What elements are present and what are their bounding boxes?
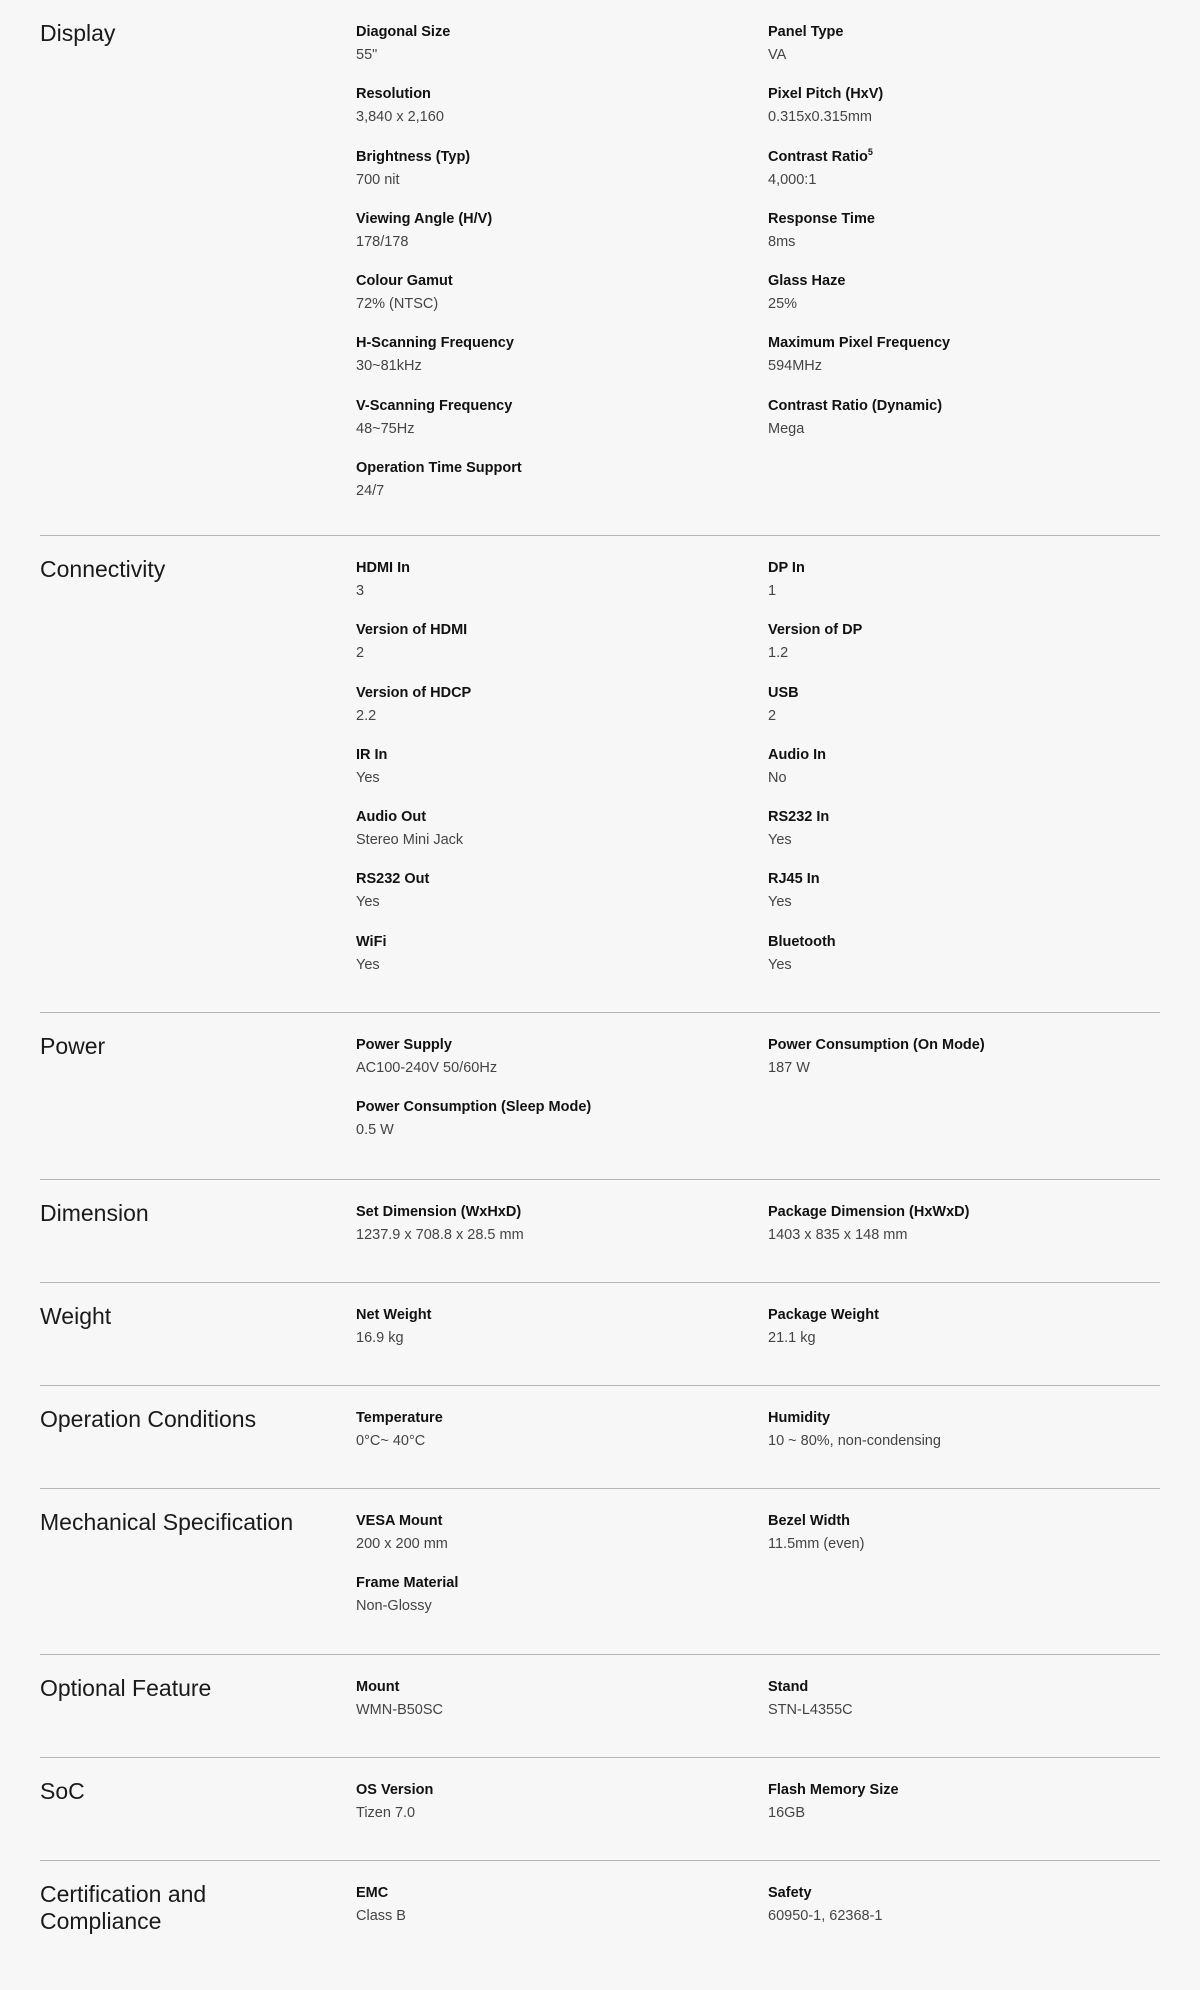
spec-label [356, 148, 768, 167]
spec-label-text: RS232 Out [356, 871, 430, 888]
spec-value: Yes [768, 832, 792, 849]
spec-label [356, 746, 768, 765]
spec-item [768, 397, 1156, 459]
spec-grid-connectivity [356, 559, 1156, 995]
spec-item [768, 1409, 1156, 1471]
spec-item [356, 933, 768, 995]
spec-label [768, 1203, 1156, 1222]
section-weight [40, 1283, 1160, 1386]
spec-value: 55" [356, 47, 378, 63]
spec-label [356, 1574, 768, 1593]
spec-label [768, 85, 1156, 104]
spec-label-text: USB [768, 684, 799, 701]
section-title-power: Power [40, 1033, 106, 1059]
spec-label-text: Glass Haze [768, 273, 846, 290]
spec-item [356, 684, 768, 746]
spec-item [356, 397, 768, 459]
spec-item [768, 23, 1156, 85]
spec-item [768, 334, 1156, 396]
spec-item [356, 1781, 768, 1843]
spec-label-text: Version of DP [768, 622, 863, 639]
spec-value: 0°C~ 40°C [356, 1433, 426, 1449]
spec-value: Non-Glossy [356, 1598, 432, 1615]
spec-label [356, 1036, 768, 1055]
section-title-mechanical-specification: Mechanical Specification [40, 1509, 294, 1535]
spec-item [356, 1036, 768, 1098]
spec-value: 60950-1, 62368-1 [768, 1908, 883, 1924]
spec-grid-soc [356, 1781, 1156, 1843]
spec-item [768, 933, 1156, 995]
spec-label [356, 1098, 768, 1117]
spec-label [768, 1678, 1156, 1697]
spec-label-text: Maximum Pixel Frequency [768, 335, 951, 352]
spec-item [768, 1781, 1156, 1843]
spec-label-text: Power Consumption (On Mode) [768, 1037, 985, 1053]
section-dimension [40, 1180, 1160, 1283]
spec-item [768, 621, 1156, 683]
section-certification-and-compliance [40, 1861, 1160, 1990]
spec-value: 1.2 [768, 645, 789, 662]
spec-value: 1 [768, 583, 777, 599]
spec-label [356, 621, 768, 640]
spec-grid-certification-and-compliance [356, 1884, 1156, 1946]
spec-label-text: Version of HDCP [356, 684, 472, 701]
spec-item [356, 808, 768, 870]
spec-value: 25% [768, 296, 798, 313]
spec-item [356, 1678, 768, 1740]
spec-label [356, 23, 768, 42]
spec-label-text: V-Scanning Frequency [356, 397, 513, 414]
spec-value: Class B [356, 1908, 406, 1924]
section-title-weight: Weight [40, 1303, 112, 1329]
spec-label [356, 1678, 768, 1697]
spec-value: 3,840 x 2,160 [356, 109, 444, 126]
spec-value: 3 [356, 583, 365, 599]
spec-grid-operation-conditions [356, 1409, 1156, 1471]
spec-label [356, 684, 768, 703]
section-optional-feature [40, 1655, 1160, 1758]
spec-label-text: Humidity [768, 1410, 831, 1426]
spec-label-text: Flash Memory Size [768, 1782, 899, 1798]
spec-label-text: Mount [356, 1679, 400, 1695]
spec-label-text: Audio In [768, 746, 826, 763]
spec-label-text: H-Scanning Frequency [356, 335, 514, 352]
spec-value: Yes [356, 956, 380, 973]
spec-grid-optional-feature [356, 1678, 1156, 1740]
spec-value: Tizen 7.0 [356, 1805, 416, 1821]
spec-value: 2.2 [356, 707, 377, 724]
spec-label [356, 1884, 768, 1903]
spec-label-text: Bezel Width [768, 1513, 851, 1529]
spec-grid-display [356, 23, 1156, 521]
spec-label [768, 334, 1156, 353]
spec-label [356, 1512, 768, 1531]
spec-label-text: IR In [356, 746, 388, 763]
spec-value: 187 W [768, 1060, 810, 1076]
spec-label [356, 1781, 768, 1800]
spec-label [768, 272, 1156, 291]
spec-value: STN-L4355C [768, 1702, 853, 1718]
spec-item [356, 85, 768, 147]
spec-value: 700 nit [356, 171, 400, 188]
spec-label-text: DP In [768, 560, 805, 576]
spec-label [768, 559, 1156, 578]
spec-label [768, 1306, 1156, 1325]
spec-label-text: Package Weight [768, 1307, 879, 1323]
spec-label [356, 210, 768, 229]
spec-value: AC100-240V 50/60Hz [356, 1060, 498, 1076]
spec-item [356, 459, 768, 521]
spec-item [768, 210, 1156, 272]
spec-label-text: Pixel Pitch (HxV) [768, 86, 884, 103]
section-title-dimension: Dimension [40, 1200, 149, 1226]
spec-label-text: Safety [768, 1885, 812, 1901]
spec-value: 2 [356, 645, 365, 662]
spec-label-text: HDMI In [356, 560, 410, 576]
spec-item [768, 808, 1156, 870]
spec-label [768, 23, 1156, 42]
spec-item [768, 1306, 1156, 1368]
spec-item [768, 684, 1156, 746]
spec-label-text: Panel Type [768, 24, 844, 40]
spec-label-text: Frame Material [356, 1575, 459, 1592]
spec-label [768, 870, 1156, 889]
spec-grid-dimension [356, 1203, 1156, 1265]
spec-label-text: Resolution [356, 86, 431, 103]
spec-item [356, 1512, 768, 1574]
section-power [40, 1013, 1160, 1180]
spec-item [768, 1884, 1156, 1946]
spec-item [356, 272, 768, 334]
spec-label [768, 148, 1156, 167]
spec-label-text: Colour Gamut [356, 273, 453, 290]
spec-value: 4,000:1 [768, 171, 817, 188]
spec-label [356, 933, 768, 952]
spec-value: No [768, 769, 787, 786]
spec-item [356, 1409, 768, 1471]
spec-value: Yes [356, 894, 380, 911]
section-title-operation-conditions: Operation Conditions [40, 1406, 257, 1432]
section-title-certification-and-compliance: Certification and Compliance [40, 1881, 207, 1934]
section-mechanical-specification [40, 1489, 1160, 1655]
spec-label-text: Package Dimension (HxWxD) [768, 1204, 970, 1220]
spec-value: 1403 x 835 x 148 mm [768, 1227, 908, 1243]
section-title-display: Display [40, 20, 116, 46]
spec-label-text: Bluetooth [768, 933, 836, 950]
spec-item [356, 746, 768, 808]
spec-item [356, 1884, 768, 1946]
spec-label [768, 1781, 1156, 1800]
spec-grid-power [356, 1036, 1156, 1161]
spec-label [768, 210, 1156, 229]
spec-item [768, 85, 1156, 147]
spec-label [356, 870, 768, 889]
spec-label [356, 1306, 768, 1325]
spec-label [768, 1512, 1156, 1531]
spec-item [356, 334, 768, 396]
spec-item [768, 870, 1156, 932]
spec-item [768, 1036, 1156, 1098]
spec-label [768, 1036, 1156, 1055]
section-soc [40, 1758, 1160, 1861]
spec-value: VA [768, 47, 787, 63]
spec-label [768, 684, 1156, 703]
spec-item [768, 1203, 1156, 1265]
spec-label [356, 334, 768, 353]
spec-label-text: Temperature [356, 1410, 443, 1426]
spec-label [768, 397, 1156, 416]
spec-label-text: EMC [356, 1885, 389, 1901]
spec-value: 594MHz [768, 358, 822, 375]
spec-label [768, 621, 1156, 640]
footnote-marker: 5 [867, 146, 873, 157]
spec-item [356, 870, 768, 932]
spec-label [356, 85, 768, 104]
spec-value: Mega [768, 420, 805, 437]
spec-item [356, 1306, 768, 1368]
spec-item [356, 621, 768, 683]
section-operation-conditions [40, 1386, 1160, 1489]
spec-item [768, 746, 1156, 808]
spec-item [768, 559, 1156, 621]
spec-label-text: Operation Time Support [356, 460, 522, 477]
spec-label-text: Diagonal Size [356, 24, 451, 40]
section-display [40, 0, 1160, 536]
spec-label-text: Contrast Ratio [768, 148, 868, 165]
spec-label [356, 559, 768, 578]
spec-grid-weight [356, 1306, 1156, 1368]
spec-label [768, 808, 1156, 827]
spec-label [356, 459, 768, 478]
spec-item [356, 559, 768, 621]
spec-item [768, 272, 1156, 334]
spec-item [356, 23, 768, 85]
spec-value: 10 ~ 80%, non-condensing [768, 1433, 941, 1449]
spec-item [768, 1512, 1156, 1574]
spec-value: 0.315x0.315mm [768, 109, 872, 126]
spec-value: Stereo Mini Jack [356, 832, 464, 849]
spec-label [768, 1409, 1156, 1428]
section-title-soc: SoC [40, 1778, 85, 1804]
spec-value: 178/178 [356, 233, 409, 250]
spec-value: 30~81kHz [356, 358, 422, 375]
spec-value: 48~75Hz [356, 420, 415, 437]
spec-label [356, 808, 768, 827]
spec-value: 24/7 [356, 483, 385, 500]
spec-item [356, 1098, 768, 1160]
spec-value: 2 [768, 707, 777, 724]
spec-item [768, 148, 1156, 210]
spec-item [356, 1203, 768, 1265]
spec-label-text: OS Version [356, 1782, 434, 1798]
spec-value: 8ms [768, 233, 796, 250]
spec-label-text: Power Consumption (Sleep Mode) [356, 1099, 592, 1116]
spec-item [768, 1678, 1156, 1740]
spec-value: 200 x 200 mm [356, 1536, 448, 1552]
spec-value: 0.5 W [356, 1122, 394, 1139]
section-title-connectivity: Connectivity [40, 556, 166, 582]
spec-label-text: RJ45 In [768, 871, 820, 888]
spec-label-text: Net Weight [356, 1307, 432, 1323]
spec-value: 1237.9 x 708.8 x 28.5 mm [356, 1227, 524, 1243]
spec-label-text: WiFi [356, 933, 387, 950]
spec-label-text: Brightness (Typ) [356, 148, 471, 165]
spec-label [768, 746, 1156, 765]
spec-label [768, 933, 1156, 952]
spec-label-text: Version of HDMI [356, 622, 468, 639]
spec-value: Yes [768, 956, 792, 973]
spec-label-text: RS232 In [768, 809, 830, 826]
spec-value: Yes [768, 894, 792, 911]
spec-label [356, 272, 768, 291]
spec-label-text: Audio Out [356, 809, 427, 826]
spec-value: 72% (NTSC) [356, 296, 439, 313]
spec-item [356, 210, 768, 272]
spec-label-text: Set Dimension (WxHxD) [356, 1204, 522, 1220]
spec-item [356, 148, 768, 210]
spec-label [356, 1409, 768, 1428]
spec-label [768, 1884, 1156, 1903]
spec-value: WMN-B50SC [356, 1702, 444, 1718]
spec-item [356, 1574, 768, 1636]
spec-value: 16GB [768, 1805, 806, 1821]
spec-label-text: Viewing Angle (H/V) [356, 210, 493, 227]
spec-label [356, 397, 768, 416]
spec-grid-mechanical-specification [356, 1512, 1156, 1637]
spec-label-text: Response Time [768, 210, 875, 227]
spec-value: 11.5mm (even) [768, 1536, 865, 1552]
spec-label-text: VESA Mount [356, 1513, 443, 1529]
spec-label [356, 1203, 768, 1222]
spec-value: Yes [356, 769, 380, 786]
spec-label-text: Stand [768, 1679, 809, 1695]
spec-value: 21.1 kg [768, 1330, 816, 1346]
section-title-optional-feature: Optional Feature [40, 1675, 212, 1701]
spec-label-text: Power Supply [356, 1037, 452, 1053]
section-connectivity [40, 536, 1160, 1013]
spec-value: 16.9 kg [356, 1330, 404, 1346]
spec-label-text: Contrast Ratio (Dynamic) [768, 397, 943, 414]
